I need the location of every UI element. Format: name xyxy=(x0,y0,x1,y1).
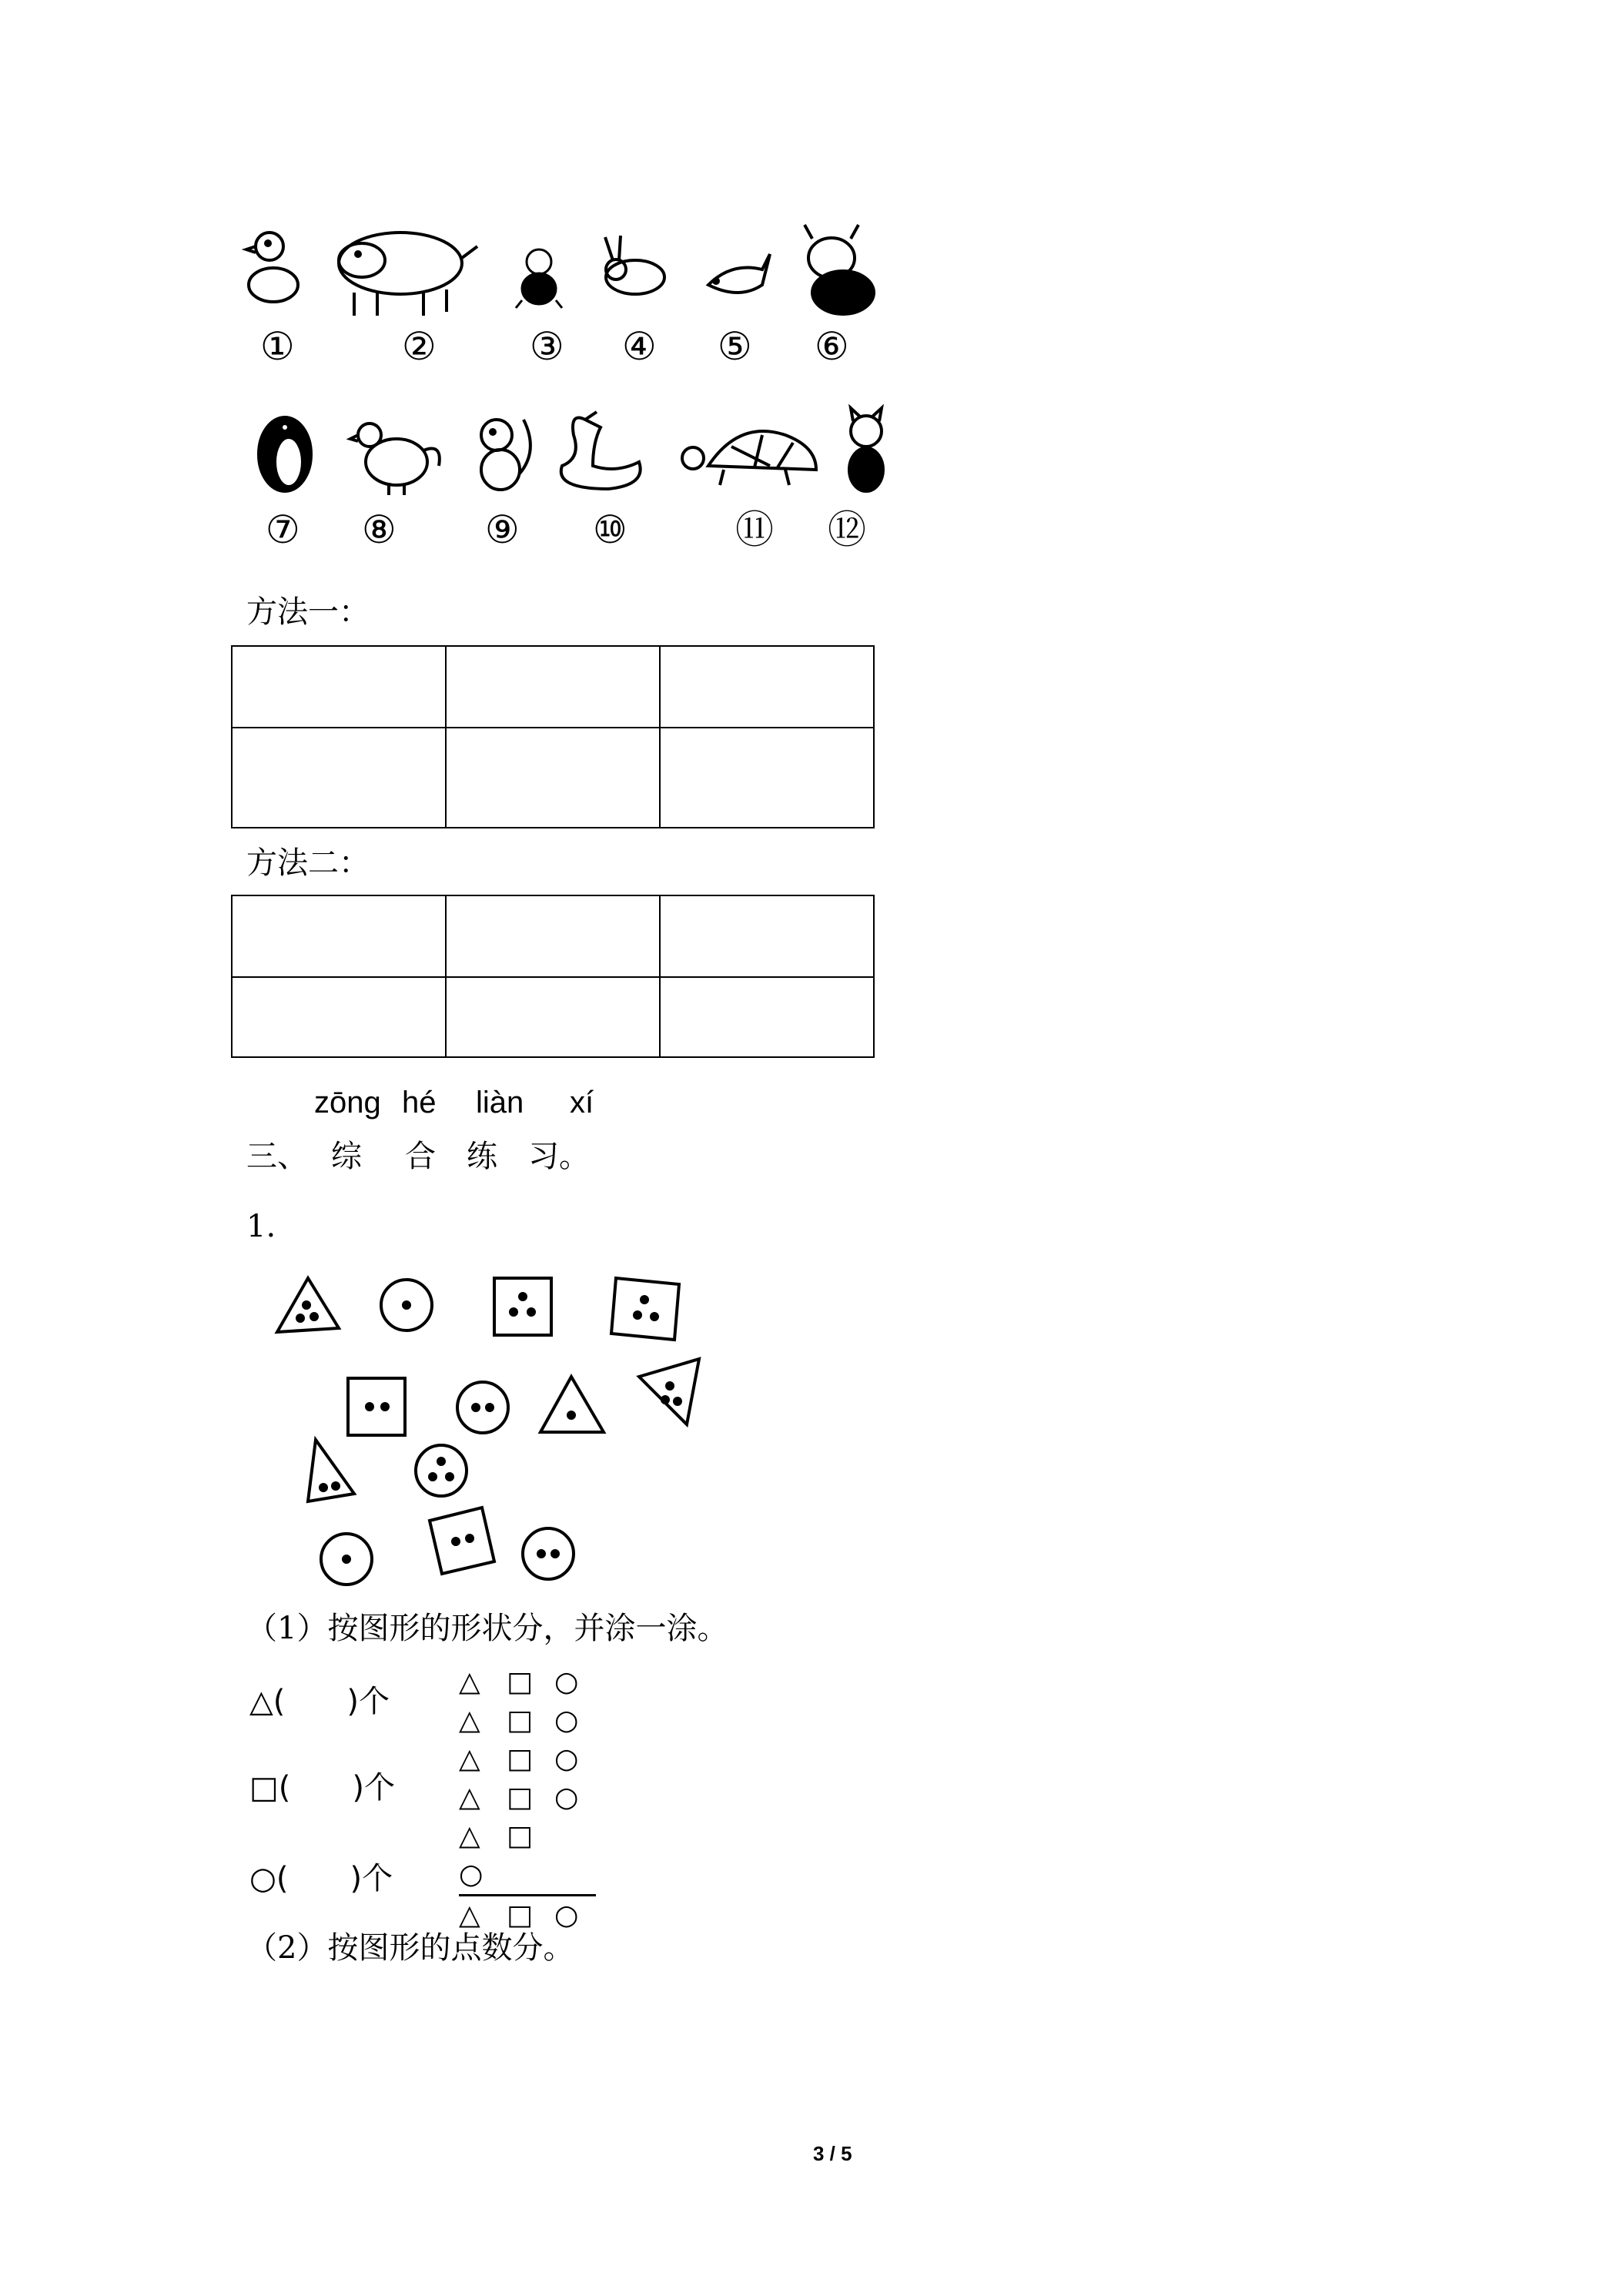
method-2-table xyxy=(231,895,875,1058)
frog-icon xyxy=(516,249,562,308)
triangle-rotated-3-dots xyxy=(639,1359,699,1424)
circle-icon: ○ xyxy=(249,1861,276,1896)
number-1: ① xyxy=(260,324,295,369)
method-1-cell[interactable] xyxy=(232,646,446,728)
circle-icon[interactable]: ○ xyxy=(554,1666,579,1698)
circle-icon[interactable]: ○ xyxy=(554,1743,579,1775)
circle-count xyxy=(249,1854,393,1898)
triangle-icon: △ xyxy=(249,1684,273,1719)
number-11: ⑪ xyxy=(735,507,774,552)
square-icon[interactable]: □ xyxy=(507,1705,534,1736)
circle-3-dots xyxy=(416,1445,467,1496)
method-1-label: 方法一： xyxy=(246,594,370,630)
question-1-part-2: （2）按图形的点数分。 xyxy=(246,1930,574,1966)
penguin-icon xyxy=(259,417,311,491)
shape-row-2 xyxy=(459,1702,602,1740)
shape-row-1 xyxy=(459,1663,602,1702)
square-icon[interactable]: □ xyxy=(507,1666,534,1698)
triangle-3-dots xyxy=(277,1278,339,1332)
square-icon: □ xyxy=(249,1770,279,1806)
square-rotated-3-dots xyxy=(611,1278,679,1340)
method-2-cell[interactable] xyxy=(232,977,446,1057)
section-3-number: 三、 xyxy=(246,1139,308,1174)
number-10: ⑩ xyxy=(593,507,627,552)
triangle-icon[interactable]: △ xyxy=(459,1743,480,1775)
pinyin-lian: liàn xyxy=(476,1086,524,1120)
square-count xyxy=(249,1763,395,1807)
number-7: ⑦ xyxy=(266,507,300,552)
rabbit-icon xyxy=(605,236,664,294)
pinyin-he: hé xyxy=(402,1086,437,1120)
duck-icon xyxy=(246,233,298,302)
circle-icon[interactable]: ○ xyxy=(459,1859,484,1890)
section-3-char-he: 合 xyxy=(405,1139,436,1174)
number-5: ⑤ xyxy=(718,324,752,369)
shape-row-3 xyxy=(459,1740,602,1779)
circle-icon[interactable]: ○ xyxy=(554,1705,579,1736)
method-1-table xyxy=(231,645,875,828)
number-9: ⑨ xyxy=(485,507,520,552)
cow-icon xyxy=(805,225,874,314)
method-2-cell[interactable] xyxy=(660,895,874,977)
number-4: ④ xyxy=(622,324,657,369)
triangle-2-dots xyxy=(308,1440,354,1501)
method-2-cell[interactable] xyxy=(660,977,874,1057)
number-8: ⑧ xyxy=(362,507,397,552)
method-1-cell[interactable] xyxy=(660,728,874,828)
shape-coloring-grid xyxy=(459,1663,602,1935)
squirrel-icon xyxy=(481,420,530,490)
square-2-dots xyxy=(348,1378,405,1435)
triangle-count-blank[interactable]: ( )个 xyxy=(273,1684,390,1719)
square-icon[interactable]: □ xyxy=(507,1782,534,1813)
circle-icon[interactable]: ○ xyxy=(554,1782,579,1813)
triangle-icon[interactable]: △ xyxy=(459,1666,480,1698)
hippo-icon xyxy=(339,233,477,316)
triangle-icon[interactable]: △ xyxy=(459,1782,480,1813)
animal-row-2 xyxy=(231,404,901,497)
shapes-figure xyxy=(262,1263,724,1594)
square-3-dots xyxy=(494,1278,551,1335)
triangle-icon[interactable]: △ xyxy=(459,1899,480,1931)
question-1-number: 1. xyxy=(246,1209,276,1244)
number-6: ⑥ xyxy=(815,324,849,369)
method-1-cell[interactable] xyxy=(660,646,874,728)
animal-row-1 xyxy=(231,216,893,331)
shape-row-4 xyxy=(459,1779,602,1817)
square-icon[interactable]: □ xyxy=(507,1820,534,1852)
section-3-char-xi: 习。 xyxy=(528,1139,590,1174)
triangle-1-dot xyxy=(540,1377,604,1432)
circle-icon[interactable]: ○ xyxy=(554,1899,579,1931)
cat-icon xyxy=(849,408,883,491)
triangle-icon[interactable]: △ xyxy=(459,1705,480,1736)
circle-2-dots-b xyxy=(523,1528,574,1579)
triangle-count xyxy=(249,1677,390,1721)
square-count-blank[interactable]: ( )个 xyxy=(278,1770,396,1806)
circle-count-blank[interactable]: ( )个 xyxy=(276,1861,393,1896)
method-1-cell[interactable] xyxy=(232,728,446,828)
square-icon[interactable]: □ xyxy=(507,1743,534,1775)
triangle-icon[interactable]: △ xyxy=(459,1820,480,1852)
method-2-cell[interactable] xyxy=(446,895,660,977)
circle-2-dots xyxy=(457,1382,508,1433)
turtle-icon xyxy=(682,431,816,485)
method-2-cell[interactable] xyxy=(446,977,660,1057)
pinyin-zong: zōng xyxy=(314,1086,381,1120)
swan-icon xyxy=(561,412,641,489)
number-3: ③ xyxy=(530,324,564,369)
method-1-cell[interactable] xyxy=(446,728,660,828)
section-3-char-zong: 综 xyxy=(331,1139,362,1174)
bird-icon xyxy=(708,254,770,293)
question-1-part-1: （1）按图形的形状分，并涂一涂。 xyxy=(246,1611,728,1646)
square-icon[interactable]: □ xyxy=(507,1899,534,1931)
page-number: 3 / 5 xyxy=(813,2142,852,2165)
circle-1-dot-b xyxy=(321,1534,372,1585)
section-3-char-lian: 练 xyxy=(467,1139,497,1174)
method-2-cell[interactable] xyxy=(232,895,446,977)
method-1-cell[interactable] xyxy=(446,646,660,728)
number-2: ② xyxy=(402,324,437,369)
method-2-label: 方法二： xyxy=(246,845,370,881)
hen-icon xyxy=(350,423,440,495)
pinyin-xi: xí xyxy=(570,1086,594,1120)
circle-1-dot xyxy=(381,1280,432,1330)
shape-row-5 xyxy=(459,1817,596,1896)
number-12: ⑫ xyxy=(828,507,866,552)
square-rotated-2-dots xyxy=(430,1508,494,1574)
